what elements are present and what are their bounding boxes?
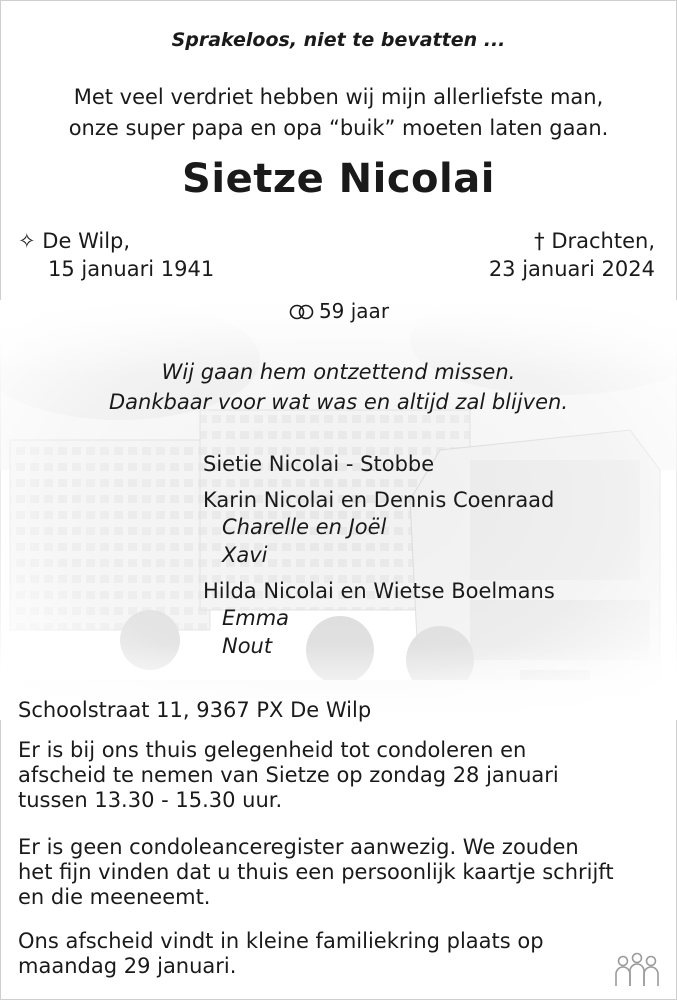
paragraph-line: het fijn vinden dat u thuis een persoonlijk kaartje schrijft (18, 860, 614, 884)
home-address: Schoolstraat 11, 9367 PX De Wilp (18, 698, 372, 722)
paragraph-line: tussen 13.30 - 15.30 uur. (18, 788, 283, 812)
family-grandchild: Charelle en Joël (222, 515, 387, 539)
birth-date: 15 januari 1941 (48, 257, 215, 281)
death-place (534, 229, 655, 253)
farewell-paragraph (18, 929, 658, 979)
death-place-label: Drachten, (551, 229, 655, 253)
marriage-years: 59 jaar (318, 299, 390, 323)
death-cross-icon: † (534, 229, 545, 253)
birth-place-label: De Wilp, (42, 229, 131, 253)
paragraph-line: en die meeneemt. (18, 885, 211, 909)
register-paragraph (18, 835, 658, 910)
paragraph-line: afscheid te nemen van Sietze op zondag 28 januari (18, 763, 559, 787)
quote (0, 357, 677, 417)
family-child: Karin Nicolai en Dennis Coenraad (203, 488, 555, 512)
intro-text (0, 82, 677, 144)
birth-place (18, 229, 130, 253)
paragraph-line: Ons afscheid vindt in kleine familiekring plaats op (18, 929, 544, 953)
family-grandchild: Nout (222, 634, 273, 658)
marriage-line (0, 299, 677, 323)
family-group-icon (613, 952, 661, 988)
intro-line: onze super papa en opa “buik” moeten laten gaan. (68, 116, 609, 140)
opening-line: Sprakeloos, niet te bevatten ... (171, 29, 506, 51)
paragraph-line: Er is geen condoleanceregister aanwezig. We zouden (18, 835, 579, 859)
family-grandchild: Xavi (222, 543, 268, 567)
family-spouse: Sietie Nicolai - Stobbe (203, 452, 435, 476)
death-date: 23 januari 2024 (488, 257, 655, 281)
condolence-paragraph (18, 738, 658, 813)
quote-line: Dankbaar voor wat was en altijd zal blijven. (108, 390, 569, 414)
intro-line: Met veel verdriet hebben wij mijn allerliefste man, (73, 85, 604, 109)
family-child: Hilda Nicolai en Wietse Boelmans (203, 579, 555, 603)
deceased-name: Sietze Nicolai (182, 156, 495, 202)
paragraph-line: maandag 29 januari. (18, 954, 237, 978)
paragraph-line: Er is bij ons thuis gelegenheid tot condoleren en (18, 738, 527, 762)
quote-line: Wij gaan hem ontzettend missen. (161, 360, 516, 384)
birth-star-icon: ✧ (18, 229, 36, 253)
family-grandchild: Emma (222, 606, 290, 630)
wedding-rings-icon (288, 304, 316, 320)
